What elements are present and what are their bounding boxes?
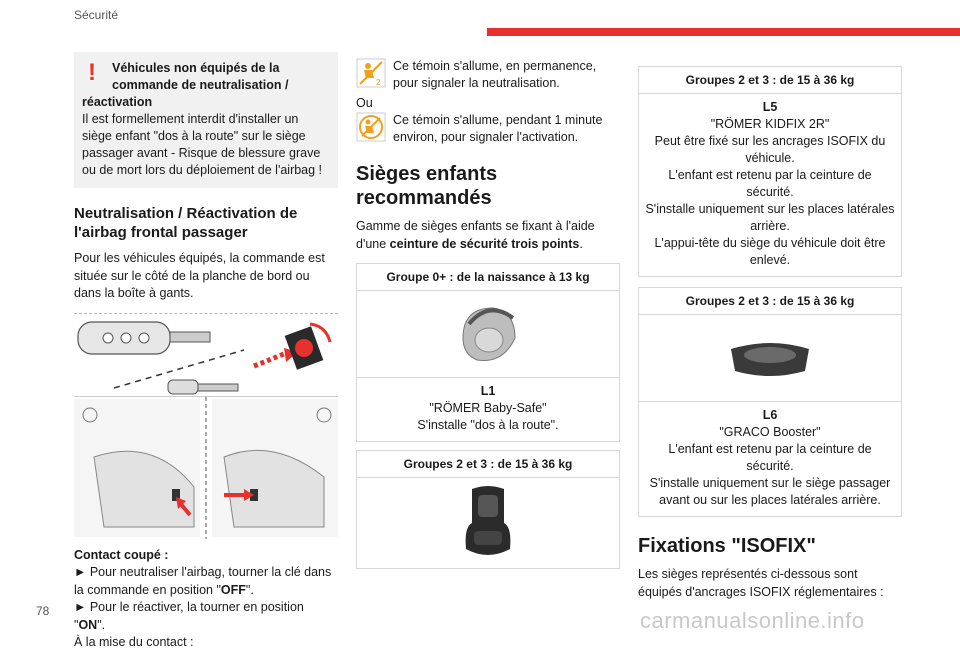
seat-card-group: Groupes 2 et 3 : de 15 à 36 kg — [639, 288, 901, 315]
seat-card-group23 — [356, 450, 620, 569]
key-switch-diagram — [74, 314, 338, 396]
warning-icon: ! — [88, 59, 96, 86]
seat-line: L'enfant est retenu par la ceinture de sécurité. — [668, 442, 872, 473]
step-reactivate: ► Pour le réactiver, la tourner en position "ON". — [74, 600, 304, 632]
seat-code: L6 — [762, 408, 778, 422]
intro-paragraph: Pour les véhicules équipés, la commande est située sur le côté de la planche de bord ou dans la boîte à gants. — [74, 251, 325, 300]
seat-image — [357, 478, 619, 568]
indicator-on-row — [356, 112, 620, 146]
warning-title-line3: réactivation — [82, 95, 153, 109]
section-header: Sécurité — [74, 8, 119, 22]
seat-name: "GRACO Booster" — [719, 425, 821, 439]
warning-title-line2: commande de neutralisation / — [112, 78, 289, 92]
or-label: Ou — [356, 96, 373, 110]
isofix-text: Les sièges représentés ci-dessous sont équipés d'ancrages ISOFIX réglementaires : — [638, 567, 884, 599]
booster-seat-highback-illustration — [458, 483, 518, 563]
seat-line: S'installe uniquement sur les places latérales arrière. — [645, 202, 895, 233]
seat-name: "RÖMER Baby-Safe" — [429, 401, 547, 415]
seat-line: L'enfant est retenu par la ceinture de sécurité. — [668, 168, 872, 199]
booster-cushion-illustration — [725, 333, 815, 383]
contact-label: Contact coupé : — [74, 547, 169, 562]
baby-seat-illustration — [453, 298, 523, 370]
seat-line: L'appui-tête du siège du véhicule doit être enlevé. — [654, 236, 886, 267]
seat-card-l1 — [356, 263, 620, 442]
column-3 — [638, 58, 902, 601]
seat-code: L5 — [762, 100, 778, 114]
step-neutralize: ► Pour neutraliser l'airbag, tourner la clé dans la commande en position "OFF". — [74, 565, 332, 597]
warning-text: Il est formellement interdit d'installer un siège enfant "dos à la route" sur le siège passager avant - Risque de blessure grave ou de mort lors du déploiement de l'airbag ! — [82, 112, 323, 177]
seat-card-l5 — [638, 66, 902, 277]
airbag-on-warning-icon — [356, 112, 386, 142]
seat-line: Peut être fixé sur les ancrages ISOFIX du véhicule. — [654, 134, 886, 165]
column-2 — [356, 58, 620, 569]
seat-card-group: Groupe 0+ : de la naissance à 13 kg — [357, 264, 619, 291]
seat-image — [357, 291, 619, 378]
seat-line: S'installe uniquement sur le siège passager avant ou sur les places latérales arrière. — [649, 476, 891, 507]
recommended-seats-intro: Gamme de sièges enfants se fixant à l'aide d'une ceinture de sécurité trois points. — [356, 219, 595, 251]
recommended-seats-heading: Sièges enfants recommandés — [356, 163, 498, 209]
page-number: 78 — [36, 604, 50, 618]
indicator-on-text: Ce témoin s'allume, pendant 1 minute environ, pour signaler l'activation. — [393, 113, 603, 144]
header-accent-bar — [487, 28, 960, 36]
seat-card-group: Groupes 2 et 3 : de 15 à 36 kg — [357, 451, 619, 478]
seat-code: L1 — [480, 384, 496, 398]
dashboard-illustration — [74, 396, 338, 539]
airbag-off-warning-icon — [356, 58, 386, 88]
step-ignition: À la mise du contact : — [74, 635, 194, 649]
warning-title-line1: Véhicules non équipés de la — [112, 61, 280, 75]
dashboard-diagram — [74, 397, 338, 539]
column-1 — [74, 52, 338, 652]
svg-text:2: 2 — [376, 78, 381, 87]
seat-name: "RÖMER KIDFIX 2R" — [710, 117, 830, 131]
indicator-off-text: Ce témoin s'allume, en permanence, pour signaler la neutralisation. — [393, 59, 597, 90]
section-heading: Neutralisation / Réactivation de l'airbag frontal passager — [74, 205, 298, 241]
seat-install-note: S'installe "dos à la route". — [417, 418, 559, 432]
seat-card-group: Groupes 2 et 3 : de 15 à 36 kg — [639, 67, 901, 94]
warning-box — [74, 52, 338, 188]
key-illustration — [74, 313, 338, 396]
isofix-heading: Fixations "ISOFIX" — [638, 535, 816, 557]
seat-image — [639, 315, 901, 402]
seat-card-l6 — [638, 287, 902, 517]
indicator-off-row — [356, 58, 620, 92]
watermark: carmanualsonline.info — [640, 608, 865, 633]
